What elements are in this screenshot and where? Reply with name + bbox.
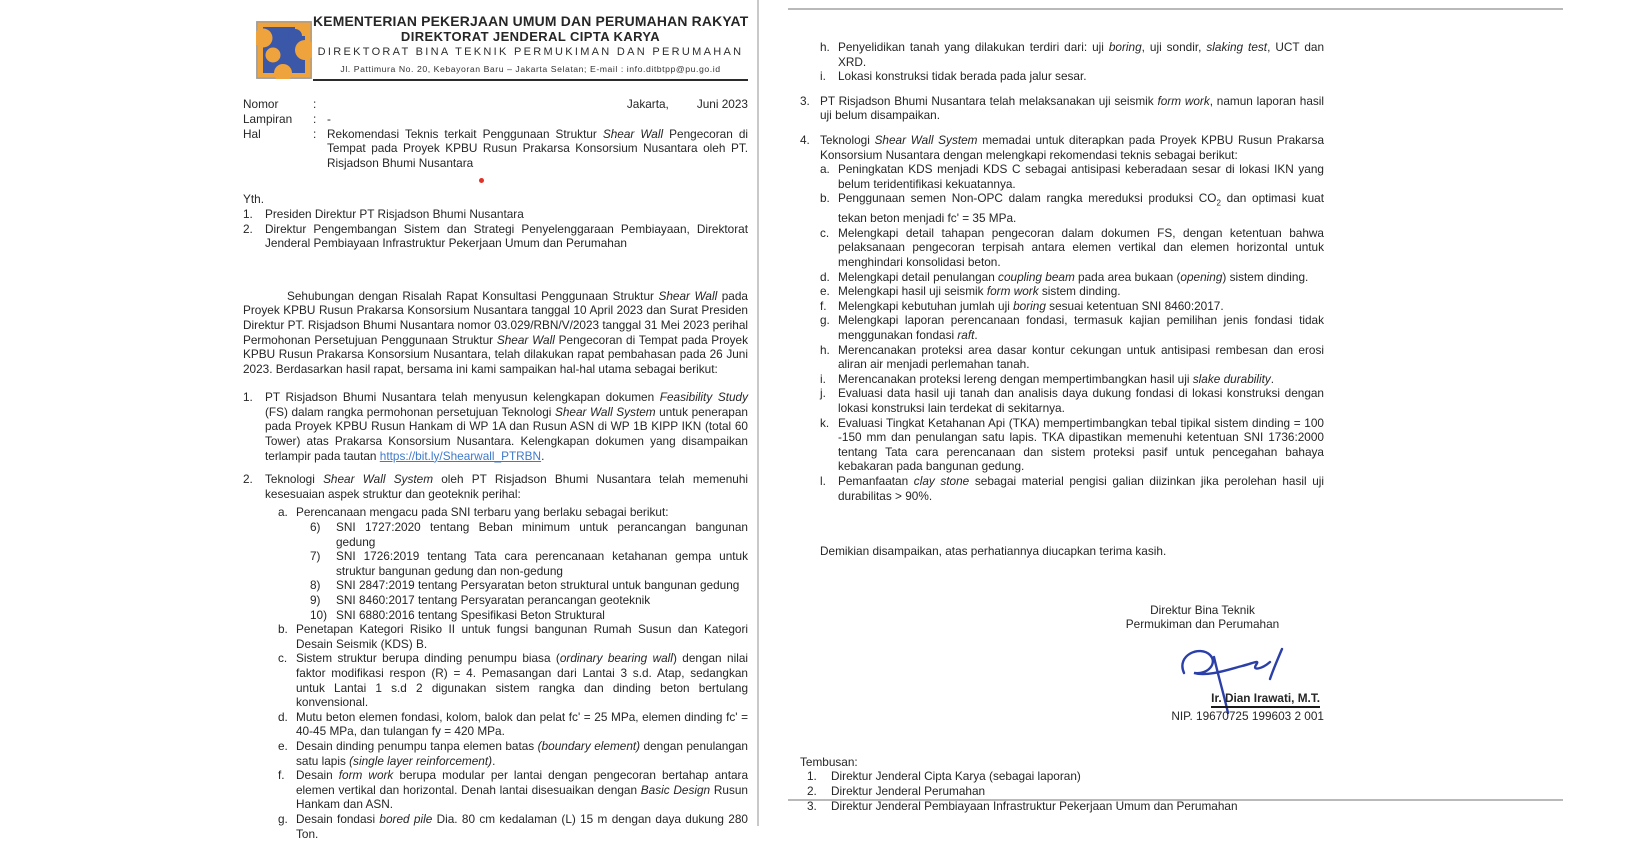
italic-text: opening [1180,269,1223,284]
list-item-4e [820,284,1324,299]
sni-item [310,608,748,623]
letter-page-1 [243,14,748,841]
list-text: Desain dinding penumpu tanpa elemen batas (boundary element) dengan penulangan satu lapis (single layer reinforcement). [296,738,748,768]
closing-line: Demikian disampaikan, atas perhatiannya diucapkan terima kasih. [820,544,1167,559]
list-item-2d [278,710,748,739]
letterhead [243,14,748,76]
directorate-name: DIREKTORAT JENDERAL CIPTA KARYA [400,28,661,44]
hal-label: Hal [243,126,261,141]
list-marker: 2. [807,783,817,798]
italic-text: boring [1108,40,1142,54]
list-text: Melengkapi detail tahapan pengecoran dalam dokumen FS, dengan ketentuan bahwa pelaksanaan pengecoran terpisah antara elemen vertikal dan elemen horizontal untuk menghindari konsolidasi beton. [838,225,1324,270]
italic-text: Shear Wall System [874,132,978,147]
letter-meta [243,97,748,170]
letterhead-rule [313,79,748,81]
list-item-2h [820,40,1324,69]
list-text: SNI 1727:2020 tentang Beban minimum untuk perancangan bangunan gedung [336,520,748,549]
ministry-name: KEMENTERIAN PEKERJAAN UMUM DAN PERUMAHAN RAKYAT [313,13,749,29]
nomor-label: Nomor [243,97,279,112]
list-item-4d [820,270,1324,285]
italic-text: Basic Design [640,782,711,797]
list-text: Peningkatan KDS menjadi KDS C sebagai antisipasi keberadaan sesar di lokasi IKN yang belum teridentifikasi kekuatannya. [838,162,1324,191]
list-marker: g. [820,313,830,328]
list-text: Melengkapi hasil uji seismik form work sistem dinding. [838,284,1121,299]
list-marker: h. [820,40,830,54]
list-text: Melengkapi laporan perencanaan fondasi, termasuk kajian pemilihan jenis fondasi tidak menggunakan fondasi raft. [838,313,1324,343]
red-dot-marker [479,178,484,183]
list-item-3 [800,94,1324,123]
list-item-4 [800,133,1324,162]
list-text: Evaluasi data hasil uji tanah dan analisis daya dukung fondasi di lokasi konstruksi dengan lokasi konstruksi lain terdekat di sekitarnya. [838,386,1324,416]
list-marker: 1. [243,206,253,221]
italic-text: Shear Wall [658,288,718,303]
recipient-text: Direktur Pengembangan Sistem dan Strategi Penyelenggaraan Pembiayaan, Direktorat Jenderal Pembiayaan Infrastruktur Pekerjaan Umum dan Perumahan [265,221,748,251]
page-divider [757,0,759,826]
colon: : [313,97,317,112]
sni-item [310,549,748,578]
recipient-text: Presiden Direktur PT Risjadson Bhumi Nusantara [265,206,524,221]
list-text: Lokasi konstruksi tidak berada pada jalur sesar. [838,69,1087,84]
list-marker: d. [820,269,830,284]
list-marker: 2. [243,221,253,236]
signatory-nip: NIP. 19670725 199603 2 001 [1171,708,1324,723]
list-text: Merencanakan proteksi lereng dengan mempertimbangkan hasil uji slake durability. [838,371,1275,386]
list-text: Perencanaan mengacu pada SNI terbaru yang berlaku sebagai berikut: [296,505,669,520]
list-marker: 8) [310,578,321,593]
list-text: Melengkapi detail penulangan coupling beam pada area bukaan (opening) sistem dinding. [838,269,1309,284]
list-item-4c [820,226,1324,270]
sublist-2-continued [820,40,1324,84]
list-item-4l [820,474,1324,503]
list-text: Pemanfaatan clay stone sebagai material pengisi galian diizinkan jika perolehan hasil uji durabilitas > 90%. [838,473,1324,503]
sni-item [310,578,748,593]
list-item-4k [820,416,1324,474]
shearwall-document-link[interactable]: https://bit.ly/Shearwall_PTRBN [379,448,542,463]
list-text: PT Risjadson Bhumi Nusantara telah menyusun kelengkapan dokumen Feasibility Study (FS) dalam rangka permohonan persetujuan Teknologi Shear Wall System untuk penerapan pada Proyek KPBU Rusun Hankam di WP 1A dan Rusun ASN di WP 1B KIPP IKN (total 60 Tower) atas Prakarsa Konsorsium Nusantara. Kelengkapan dokumen yang disampaikan terlampir pada tautan https://bit.ly/Shearwall_PTRBN. [265,390,748,463]
sni-list [310,520,748,622]
list-marker: i. [820,371,826,386]
italic-text: coupling beam [998,269,1075,284]
list-text: Mutu beton elemen fondasi, kolom, balok dan pelat fc' = 25 MPa, elemen dinding fc' = 40-45 MPa, dan tulangan fy = 420 MPa. [296,709,748,739]
list-marker: f. [278,768,285,783]
list-item-2f [278,768,748,812]
letter-city: Jakarta, [626,97,669,112]
list-marker: 7) [310,549,321,564]
meta-row-lampiran [243,112,748,127]
list-text: Penyelidikan tanah yang dilakukan terdiri dari: uji boring, uji sondir, slaking test, UCT dan XRD. [838,40,1324,69]
list-marker: b. [278,622,288,637]
lampiran-value: - [327,111,331,126]
salutation: Yth. [243,192,264,207]
signatory-title-2: Permukiman dan Perumahan [1125,617,1280,632]
list-marker: i. [820,69,826,84]
list-item-2g [278,812,748,841]
list-marker: 2. [243,472,253,487]
list-text: SNI 2847:2019 tentang Persyaratan beton struktural untuk bangunan gedung [336,578,740,593]
list-text: SNI 6880:2016 tentang Spesifikasi Beton Struktural [336,607,605,622]
tembusan-text: Direktur Jenderal Pembiayaan Infrastruktur Pekerjaan Umum dan Perumahan [831,798,1238,813]
tembusan-text: Direktur Jenderal Perumahan [831,783,986,798]
colon: : [313,111,317,126]
italic-text: Shear Wall [602,126,664,141]
recipient-item [243,207,748,222]
sni-item [310,520,748,549]
sni-item [310,593,748,608]
hal-value: Rekomendasi Teknis terkait Penggunaan Struktur Shear Wall Pengecoran di Tempat pada Proyek KPBU Rusun Prakarsa Konsorsium Nusantara oleh PT. Risjadson Bhumi Nusantara [327,126,748,170]
list-marker: k. [820,415,830,430]
list-item-4i [820,372,1324,387]
list-marker: e. [820,284,830,299]
opening-paragraph: Sehubungan dengan Risalah Rapat Konsultasi Penggunaan Struktur Shear Wall pada Proyek KPBU Rusun Prakarsa Konsorsium Nusantara tanggal 10 April 2023 dan Surat Presiden Direktur PT. Risjadson Bhumi Nusantara nomor 03.029/RBN/V/2023 tanggal 31 Mei 2023 perihal Permohonan Persetujuan Penggunaan Struktur Shear Wall Pengecoran di Tempat pada Proyek KPBU Rusun Prakarsa Konsorsium Nusantara, telah dilakukan rapat pembahasan pada 26 Juni 2023. Berdasarkan hasil rapat, bersama ini kami sampaikan hal-hal utama sebagai berikut: [243,288,749,376]
list-marker: 10) [310,607,328,622]
subscript-text: 2 [1216,198,1221,208]
italic-text: (single layer reinforcement) [349,753,493,768]
list-item-2i [820,69,1324,84]
list-text: Desain form work berupa modular per lantai dengan pengecoran bertahap antara elemen vertikal dan horizontal. Denah lantai disesuaikan dengan Basic Design Rusun Hankam dan ASN. [296,768,749,812]
italic-text: clay stone [913,473,970,488]
list-marker: e. [278,738,288,753]
list-item-4g [820,313,1324,342]
list-text: Melengkapi kebutuhan jumlah uji boring sesuai ketentuan SNI 8460:2017. [838,298,1224,313]
kementerian-pu-logo [256,21,312,79]
list-item-4j [820,386,1324,415]
italic-text: form work [1157,93,1210,108]
list-item-2a [278,505,748,520]
list-marker: c. [278,651,288,666]
list-marker: 3. [807,798,817,813]
lampiran-label: Lampiran [243,111,293,126]
list-item-1 [243,390,748,463]
subdirectorate-name: DIREKTORAT BINA TEKNIK PERMUKIMAN DAN PERUMAHAN [317,46,744,59]
sublist-2 [278,505,748,841]
list-text: Penggunaan semen Non-OPC dalam rangka mereduksi produksi $CO_2$ dan optimasi kuat tekan beton menjadi fc' = 35 MPa. [838,191,1324,226]
recipients-block [243,192,748,250]
list-text: SNI 1726:2019 tentang Tata cara perencanaan ketahanan gempa untuk struktur bangunan gedung dan non-gedung [336,549,748,578]
signatory-name: Ir. Dian Irawati, M.T. [1211,691,1320,709]
meta-row-nomor [243,97,748,112]
list-text: Sistem struktur berupa dinding penumpu biasa (ordinary bearing wall) dengan nilai faktor modifikasi respon (R) = 4. Pemasangan dari Lantai 3 s.d. Atap, sedangkan untuk Lantai 1 s.d 2 digunakan sistem rangka dan dinding beton bertulang konvensional. [296,651,748,710]
italic-text: ordinary bearing wall [559,651,673,666]
meta-row-hal [243,127,748,171]
tembusan-block [800,755,1324,813]
list-text: Teknologi Shear Wall System memadai untuk diterapkan pada Proyek KPBU Rusun Prakarsa Konsorsium Nusantara dengan melengkapi rekomendasi teknis sebagai berikut: [820,132,1325,162]
list-marker: 4. [800,132,810,147]
list-item-4h [820,343,1324,372]
list-marker: 1. [807,769,817,784]
list-item-2b [278,622,748,651]
tembusan-item [807,769,1324,784]
italic-text: boring [1013,298,1046,313]
list-marker: a. [278,505,288,520]
signatory-title-1: Direktur Bina Teknik [1150,602,1255,617]
list-marker: j. [820,386,826,401]
list-marker: c. [820,225,830,240]
list-item-2c [278,651,748,709]
list-item-4f [820,299,1324,314]
list-item-2e [278,739,748,768]
list-item-2 [243,472,748,501]
list-marker: 1. [243,390,253,405]
recipient-item [243,222,748,251]
italic-text: raft [957,328,975,343]
italic-text: slaking test [1206,40,1268,54]
sublist-4 [820,162,1324,503]
list-item-4a [820,162,1324,191]
italic-text: bored pile [379,811,433,826]
tembusan-item [807,799,1324,814]
list-marker: 3. [800,93,810,108]
letter-date: Juni 2023 [696,97,748,112]
list-marker: g. [278,811,288,826]
list-text: Desain fondasi bored pile Dia. 80 cm kedalaman (L) 15 m dengan daya dukung 280 Ton. [296,811,748,841]
italic-text: slake durability [1192,371,1271,386]
list-text: Penetapan Kategori Risiko II untuk fungsi bangunan Rumah Susun dan Kategori Desain Seismik (KDS) B. [296,622,748,651]
list-text: PT Risjadson Bhumi Nusantara telah melaksanakan uji seismik form work, namun laporan hasil uji belum disampaikan. [820,93,1325,123]
italic-text: Shear Wall System [554,404,656,419]
list-marker: b. [820,191,830,206]
list-text: Teknologi Shear Wall System oleh PT Risjadson Bhumi Nusantara telah memenuhi kesesuaian aspek struktur dan geoteknik perihal: [265,472,749,501]
office-address: Jl. Pattimura No. 20, Kebayoran Baru – Jakarta Selatan; E-mail : info.ditbtpp@pu.go.id [340,63,721,74]
list-marker: f. [820,298,827,313]
list-marker: h. [820,342,830,357]
list-marker: 6) [310,520,321,535]
tembusan-item [807,784,1324,799]
page-top-edge [788,8,1563,10]
italic-text: Shear Wall [496,332,555,347]
italic-text: Feasibility Study [659,390,748,405]
signature-block [1085,602,1324,727]
italic-text: form work [338,768,394,783]
colon: : [313,126,317,141]
tembusan-text: Direktur Jenderal Cipta Karya (sebagai laporan) [831,769,1081,784]
tembusan-label: Tembusan: [800,754,858,769]
italic-text: Shear Wall System [323,472,434,487]
list-marker: 9) [310,593,321,607]
list-marker: d. [278,709,288,724]
list-item-4b [820,191,1324,226]
list-text: Evaluasi Tingkat Ketahanan Api (TKA) mempertimbangkan tebal tipikal sistem dinding = 100 -150 mm dan penulangan satu lapis. TKA dipastikan memenuhi ketentuan SNI 1736:2000 tentang Tata cara perencanaan dan sistem proteksi pasif untuk pencegahan bahaya kebakaran pada bangunan gedung. [838,415,1324,474]
italic-text: (boundary element) [537,738,641,753]
letter-page-2 [800,26,1324,813]
list-text: Merencanakan proteksi area dasar kontur cekungan untuk antisipasi rembesan dan erosi aliran air menjadi perlemahan tanah. [838,342,1324,372]
list-text: SNI 8460:2017 tentang Persyaratan perancangan geoteknik [336,593,651,607]
list-marker: l. [820,473,826,488]
italic-text: form work [986,284,1039,299]
list-marker: a. [820,162,830,177]
